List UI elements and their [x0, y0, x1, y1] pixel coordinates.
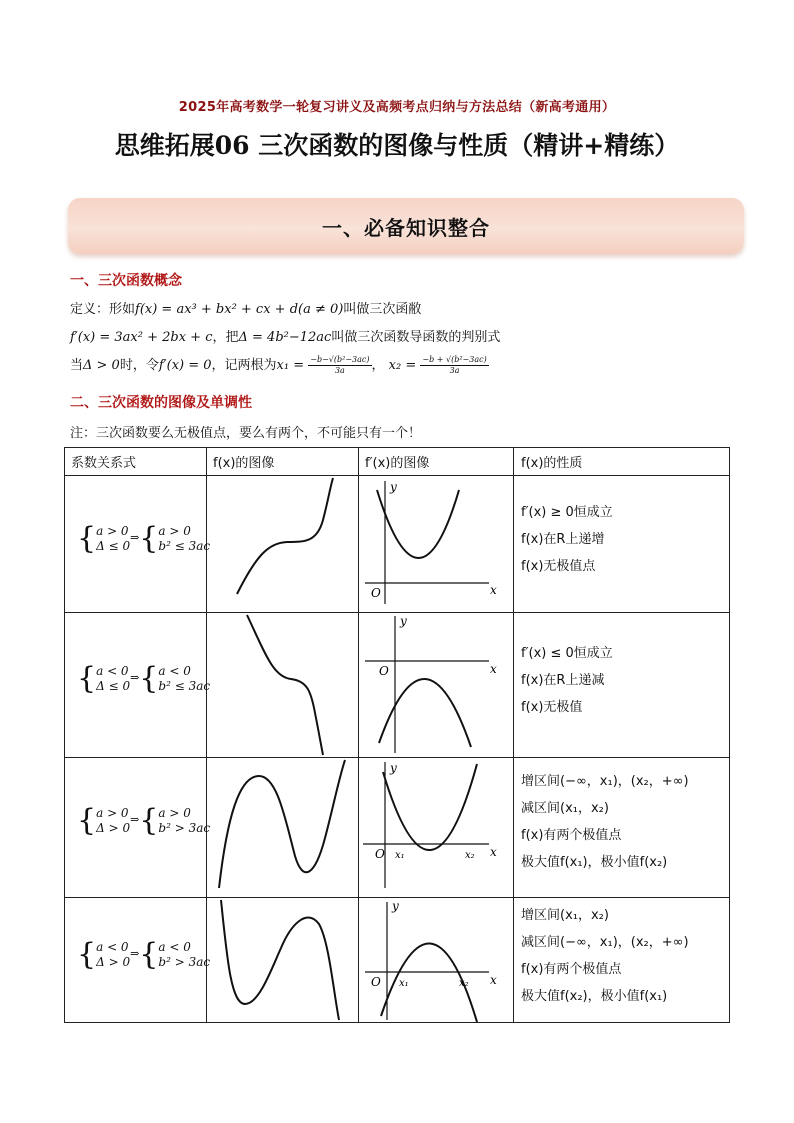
header-f-graph: f(x)的图像 — [213, 456, 275, 471]
roots-prefix: 当 — [70, 358, 84, 373]
origin-label: O — [379, 664, 389, 678]
property-item: 增区间(x₁，x₂) — [521, 908, 609, 923]
property-item: f(x)在R上递减 — [521, 673, 605, 688]
page-title: 思维拓展06 三次函数的图像与性质（精讲+精练） — [114, 131, 680, 160]
condition-row-2 — [77, 661, 211, 696]
x1-denominator: 3a — [334, 366, 345, 375]
brace-icon: { — [77, 521, 97, 556]
property-item: f′(x) ≤ 0恒成立 — [521, 646, 613, 661]
condition-a: a < 0 — [96, 940, 129, 954]
condition-b: b² > 3ac — [158, 821, 211, 835]
condition-a: a > 0 — [96, 806, 129, 820]
property-item: f′(x) ≥ 0恒成立 — [521, 505, 613, 520]
f-graph-row-4 — [207, 898, 358, 1023]
y-label: y — [390, 480, 397, 494]
condition-a: a < 0 — [158, 664, 191, 678]
derivative-suffix: 叫做三次函数导函数的判别式 — [331, 330, 501, 345]
parabola-curve — [379, 679, 471, 747]
section-heading-graphs: 二、三次函数的图像及单调性 — [70, 395, 252, 411]
condition-a: a < 0 — [158, 940, 191, 954]
y-label: y — [390, 761, 397, 775]
origin-label: O — [371, 975, 381, 989]
derivative-mid: ，把 — [212, 330, 239, 345]
derivative-line — [70, 326, 500, 345]
property-item: 减区间(−∞，x₁)，(x₂，+∞) — [521, 935, 689, 950]
x-label: x — [490, 845, 497, 859]
roots-mid1: 时，令 — [119, 358, 159, 373]
property-item: 减区间(x₁，x₂) — [521, 801, 609, 816]
root-x1-label: x₁ — [395, 850, 405, 861]
property-item: f(x)有两个极值点 — [521, 828, 622, 843]
cubic-curve — [221, 900, 339, 1020]
condition-delta: Δ > 0 — [96, 821, 131, 835]
root-x1-label: x₁ — [399, 978, 409, 989]
col-divider — [513, 448, 514, 1022]
section-banner — [68, 198, 744, 254]
definition-line — [70, 298, 421, 317]
x1-numerator: −b−√(b²−3ac) — [310, 355, 370, 364]
property-item: f(x)无极值 — [521, 700, 583, 715]
discriminant-formula: Δ = 4b²−12ac — [238, 330, 332, 345]
properties-row-4 — [521, 902, 689, 1010]
condition-b: b² ≤ 3ac — [158, 679, 211, 693]
f-graph-row-1 — [207, 476, 358, 612]
condition-row-4 — [77, 937, 211, 972]
property-item: 极大值f(x₂)，极小值f(x₁) — [521, 989, 668, 1004]
roots-mid2: ，记两根为 — [211, 358, 277, 373]
x-label: x — [490, 973, 497, 987]
condition-a: a < 0 — [96, 664, 129, 678]
root-x2-label: x₂ — [465, 850, 475, 861]
root-x2-label: x₂ — [459, 978, 469, 989]
property-item: f(x)有两个极值点 — [521, 962, 622, 977]
f-graph-row-3 — [207, 758, 358, 897]
definition-suffix: 叫做三次函敝 — [343, 302, 422, 317]
properties-row-3 — [521, 768, 689, 876]
f-graph-row-2 — [207, 613, 358, 757]
origin-label: O — [375, 847, 385, 861]
brace-icon: { — [139, 521, 159, 556]
condition-row-3 — [77, 803, 211, 838]
fprime-graph-row-2 — [359, 613, 513, 757]
implies-icon: ⇒ — [130, 671, 140, 684]
derivative-formula: f′(x) = 3ax² + 2bx + c — [70, 330, 213, 345]
brace-icon: { — [77, 661, 97, 696]
brace-icon: { — [77, 937, 97, 972]
implies-icon: ⇒ — [130, 947, 140, 960]
y-label: y — [392, 899, 399, 913]
x2-numerator: −b + √(b²−3ac) — [422, 355, 487, 364]
header-properties: f(x)的性质 — [521, 456, 583, 471]
parabola-curve — [377, 490, 459, 558]
implies-icon: ⇒ — [130, 531, 140, 544]
cubic-function-table — [64, 447, 730, 1023]
condition-delta: Δ > 0 — [96, 955, 131, 969]
condition-b: b² > 3ac — [158, 955, 211, 969]
property-item: f(x)在R上递增 — [521, 532, 605, 547]
x2-denominator: 3a — [449, 366, 460, 375]
properties-row-1 — [521, 499, 613, 580]
x2-fraction — [420, 355, 488, 376]
condition-b: b² ≤ 3ac — [158, 539, 211, 553]
condition-delta: Δ ≤ 0 — [96, 679, 131, 693]
brace-icon: { — [77, 803, 97, 838]
condition-row-1 — [77, 521, 211, 556]
roots-condition: Δ > 0 — [83, 358, 120, 373]
document-caption: 2025年高考数学一轮复习讲义及高频考点归纳与方法总结（新高考通用） — [178, 100, 616, 115]
y-label: y — [400, 614, 407, 628]
section-heading-concept: 一、三次函数概念 — [70, 273, 182, 289]
origin-label: O — [371, 586, 381, 600]
header-fprime-graph: f′(x)的图像 — [365, 456, 430, 471]
x1-lhs: x₁ = — [276, 358, 305, 373]
x1-fraction — [308, 355, 371, 376]
note-line: 注：三次函数要么无极值点，要么有两个，不可能只有一个！ — [70, 426, 422, 441]
cubic-curve — [219, 760, 345, 888]
condition-a: a > 0 — [158, 524, 191, 538]
roots-line — [70, 354, 489, 376]
parabola-curve — [383, 764, 477, 850]
x-label: x — [490, 583, 497, 597]
header-coefficient: 系数关系式 — [71, 456, 137, 471]
brace-icon: { — [139, 661, 159, 696]
cubic-curve — [237, 478, 333, 594]
condition-a: a > 0 — [158, 806, 191, 820]
condition-delta: Δ ≤ 0 — [96, 539, 131, 553]
definition-prefix: 定义：形如 — [70, 302, 136, 317]
condition-a: a > 0 — [96, 524, 129, 538]
property-item: 极大值f(x₁)，极小值f(x₂) — [521, 855, 668, 870]
properties-row-2 — [521, 640, 613, 721]
fprime-graph-row-4 — [359, 898, 513, 1023]
cubic-formula: f(x) = ax³ + bx² + cx + d(a ≠ 0) — [135, 302, 344, 317]
x2-lhs: x₂ = — [388, 358, 417, 373]
property-item: 增区间(−∞，x₁)，(x₂，+∞) — [521, 774, 689, 789]
property-item: f(x)无极值点 — [521, 559, 596, 574]
fprime-graph-row-3 — [359, 758, 513, 897]
banner-label: 一、必备知识整合 — [322, 216, 490, 240]
brace-icon: { — [139, 937, 159, 972]
fprime-graph-row-1 — [359, 476, 513, 612]
roots-separator: ， — [371, 358, 385, 373]
brace-icon: { — [139, 803, 159, 838]
x-label: x — [490, 662, 497, 676]
cubic-curve — [247, 615, 323, 755]
roots-equation: f′(x) = 0 — [158, 358, 212, 373]
implies-icon: ⇒ — [130, 813, 140, 826]
